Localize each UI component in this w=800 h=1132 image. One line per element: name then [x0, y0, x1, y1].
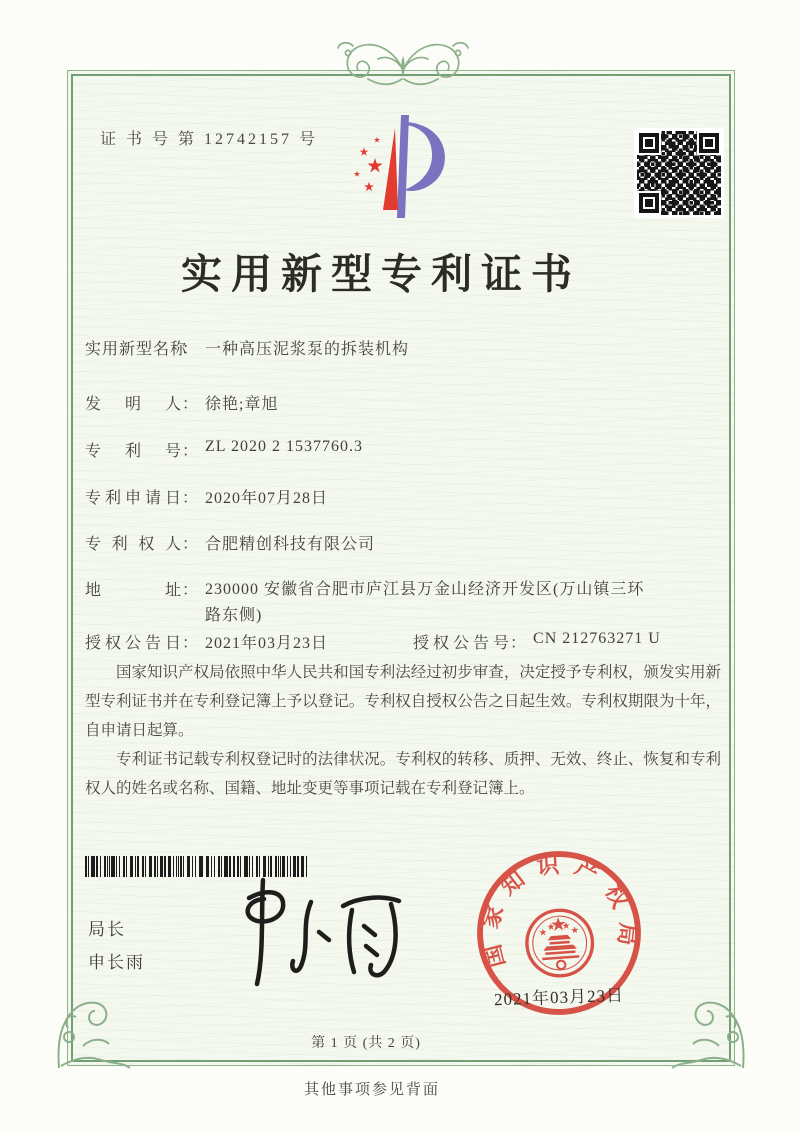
field-value: 2020年07月28日 — [205, 490, 329, 507]
field-label: 授权公告日 — [85, 635, 182, 652]
qr-code-icon — [637, 131, 721, 215]
field-colon: ： — [182, 635, 200, 652]
field-colon: ： — [182, 582, 200, 599]
field-label: 发明人 — [85, 396, 182, 413]
field-value: 一种高压泥浆泵的拆装机构 — [205, 341, 410, 358]
grant-date-value: 2021年03月23日 — [205, 635, 329, 652]
legal-paragraph-1: 国家知识产权局依照中华人民共和国专利法经过初步审查，决定授予专利权，颁发实用新型专利证书并在专利登记簿上予以登记。专利权自授权公告之日起生效。专利权期限为十年，自申请日起算。 — [85, 664, 721, 739]
field-value: 合肥精创科技有限公司 — [205, 536, 376, 553]
field-row-grant — [85, 630, 661, 653]
field-row-utility-model-name — [85, 336, 409, 359]
legal-text-block — [85, 658, 721, 803]
field-colon: ： — [182, 396, 200, 413]
field-colon: ： — [510, 635, 528, 652]
grant-number-group — [413, 630, 661, 653]
field-label: 专利申请日 — [85, 490, 182, 507]
legal-paragraph-2: 专利证书记载专利权登记时的法律状况。专利权的转移、质押、无效、终止、恢复和专利权人的姓名或名称、国籍、地址变更等事项记载在专利登记簿上。 — [85, 751, 721, 797]
field-label: 专利号 — [85, 443, 182, 460]
field-label: 专利权人 — [85, 536, 182, 553]
field-colon: ： — [182, 490, 200, 507]
back-note: 其他事项参见背面 — [303, 1082, 440, 1098]
field-row-address — [85, 577, 649, 629]
qr-finder-icon — [639, 133, 659, 153]
director-name: 申长雨 — [88, 953, 145, 972]
national-emblem-icon — [525, 908, 595, 978]
field-label: 地址 — [85, 582, 182, 599]
field-label: 授权公告号 — [413, 635, 510, 652]
signature-icon — [205, 874, 410, 994]
director-title: 局长 — [88, 920, 126, 939]
cnipa-logo-icon — [344, 112, 466, 220]
field-value: 徐艳;章旭 — [205, 396, 279, 413]
certificate-number: 证 书 号 第 12742157 号 — [100, 131, 319, 148]
field-colon: ： — [182, 536, 200, 553]
field-colon: ： — [182, 443, 200, 460]
grant-number-value: CN 212763271 U — [533, 630, 661, 647]
field-row-filing-date — [85, 485, 328, 508]
certificate-title: 实用新型专利证书 — [181, 251, 581, 297]
page-number: 第 1 页 (共 2 页) — [311, 1036, 421, 1051]
field-row-patentee — [85, 531, 375, 554]
field-value: ZL 2020 2 1537760.3 — [205, 438, 363, 455]
qr-finder-icon — [639, 193, 659, 213]
seal-date: 2021年03月23日 — [493, 985, 625, 1010]
field-row-inventor — [85, 391, 278, 414]
field-value: 230000 安徽省合肥市庐江县万金山经济开发区(万山镇三环路东侧) — [205, 581, 645, 624]
seal-text: 国家知识产权局 — [476, 851, 641, 971]
field-label: 实用新型名称 — [85, 341, 188, 358]
qr-finder-icon — [699, 133, 719, 153]
field-colon: ： — [182, 341, 200, 358]
field-row-patent-number — [85, 438, 363, 461]
